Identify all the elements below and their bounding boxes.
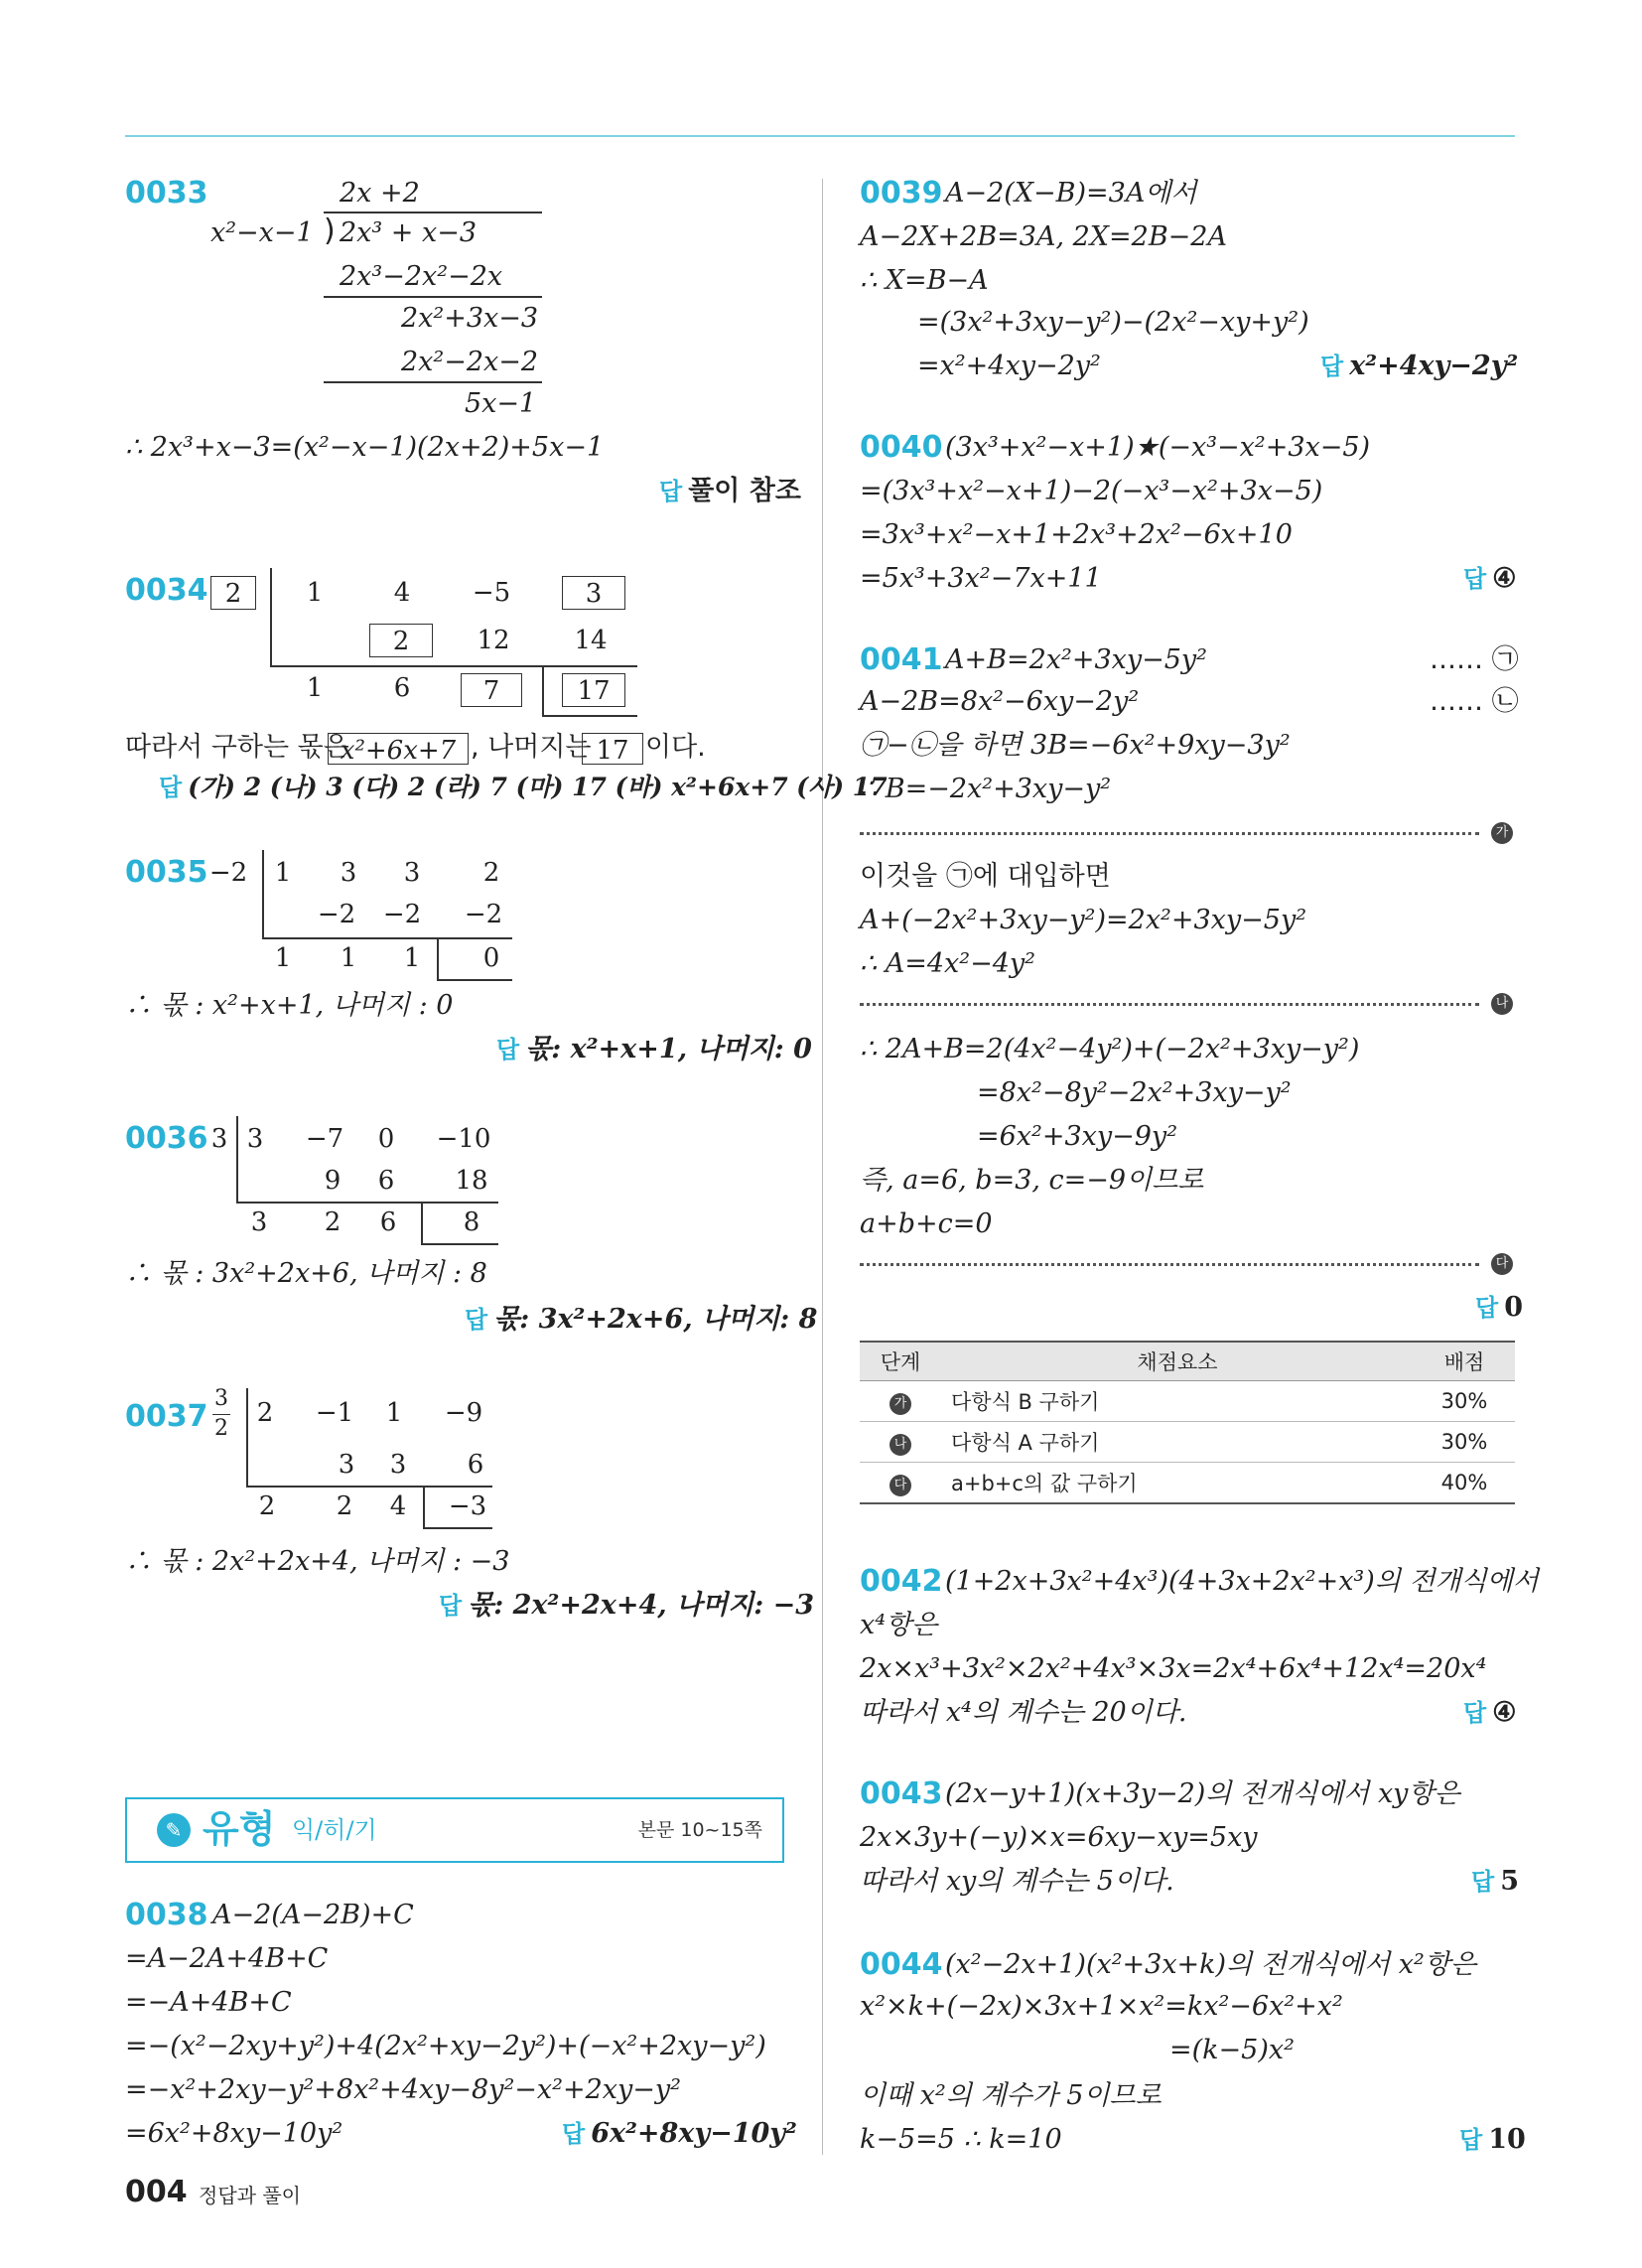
coef: 3 <box>403 858 421 888</box>
step-marker: 가 <box>889 1393 911 1415</box>
coef: 4 <box>393 578 411 608</box>
table-cell: 30% <box>1414 1381 1515 1422</box>
coef: 2 <box>258 1491 276 1521</box>
problem-number: 0040 <box>860 430 943 465</box>
fraction-denominator: 2 <box>214 1416 228 1441</box>
equation-line: x⁴항은 <box>860 1610 938 1640</box>
top-rule <box>125 135 1515 137</box>
equation-line: ㉠−㉡을 하면 3B=−6x²+9xy−3y² <box>860 730 1291 761</box>
answer: 답 ④ <box>1463 563 1517 594</box>
blank-box: 2 <box>210 576 256 610</box>
table-cell: a+b+c의 값 구하기 <box>941 1463 1414 1504</box>
equation-line: (2x−y+1)(x+3y−2)의 전개식에서 xy항은 <box>945 1778 1460 1809</box>
step-marker: 가 <box>1491 822 1513 844</box>
coef: 6 <box>393 673 411 703</box>
problem-number: 0043 <box>860 1776 943 1811</box>
remainder-line <box>421 1243 498 1245</box>
answer: 답 몫: x²+x+1, 나머지: 0 <box>496 1034 812 1064</box>
coef: 3 <box>389 1450 407 1480</box>
coef: 6 <box>379 1207 397 1237</box>
equation-line: ∴ B=−2x²+3xy−y² <box>860 774 1112 804</box>
equation-line: ∴ A=4x²−4y² <box>860 948 1035 979</box>
coef: 3 <box>338 1450 355 1480</box>
division-step: 2x²+3x−3 <box>401 303 539 334</box>
problem-number: 0036 <box>125 1121 208 1156</box>
synthetic-bar <box>270 568 272 665</box>
division-step: 2x³−2x²−2x <box>340 261 503 292</box>
table-cell: 다항식 A 구하기 <box>941 1422 1414 1463</box>
coef: 1 <box>306 673 324 703</box>
remainder-line <box>437 979 512 981</box>
equation-line: 따라서 xy의 계수는 5이다. <box>860 1866 1174 1897</box>
equation-line: 이때 x²의 계수가 5이므로 <box>860 2080 1162 2111</box>
answer: 답 10 <box>1459 2124 1526 2155</box>
equation-line: =A−2A+4B+C <box>125 1943 329 1974</box>
blank-box: 3 <box>562 576 625 610</box>
equation-line: k−5=5 ∴ k=10 <box>860 2124 1062 2155</box>
blank-box: 17 <box>582 733 643 765</box>
equation-line: =3x³+x²−x+1+2x³+2x²−6x+10 <box>860 519 1293 550</box>
coef: 1 <box>340 943 357 973</box>
equation-line: (1+2x+3x²+4x³)(4+3x+2x²+x³)의 전개식에서 <box>945 1566 1539 1597</box>
column-header: 배점 <box>1414 1342 1515 1381</box>
equation-tag: …… ㉡ <box>1430 686 1519 717</box>
conclusion: ∴ 몫 : 3x²+2x+6, 나머지 : 8 <box>125 1258 487 1289</box>
coef: 4 <box>389 1491 407 1521</box>
blank-box: 2 <box>369 624 433 657</box>
section-title-box <box>125 1797 784 1863</box>
answer: 답 (가) 2 (나) 3 (다) 2 (라) 7 (마) 17 (바) x²+6x+7 (사) 17 <box>159 773 888 801</box>
coef: −1 <box>315 1398 354 1428</box>
blank-box: x²+6x+7 <box>328 733 469 765</box>
equation-line: =(3x³+x²−x+1)−2(−x³−x²+3x−5) <box>860 476 1323 506</box>
table-row <box>860 1463 1515 1504</box>
equation-line: =8x²−8y²−2x²+3xy−y² <box>977 1077 1292 1108</box>
remainder-bar <box>542 665 544 715</box>
equation-line: A−2(X−B)=3A에서 <box>945 178 1197 209</box>
equation-line: A+(−2x²+3xy−y²)=2x²+3xy−5y² <box>860 905 1307 935</box>
page-label: 정답과 풀이 <box>199 2184 301 2207</box>
problem-number: 0042 <box>860 1564 943 1599</box>
table-cell: 30% <box>1414 1422 1515 1463</box>
coef: −9 <box>444 1398 483 1428</box>
equation-line: ∴ X=B−A <box>860 265 989 296</box>
problem-number: 0037 <box>125 1399 208 1434</box>
step-marker: 나 <box>889 1434 911 1456</box>
table-header <box>860 1342 1515 1381</box>
step-divider <box>860 1263 1479 1266</box>
coef: −5 <box>472 578 511 608</box>
division-step: 2x²−2x−2 <box>401 347 539 377</box>
problem-number: 0035 <box>125 855 208 890</box>
coef: 3 <box>340 858 357 888</box>
coef: 2 <box>324 1207 342 1237</box>
equation-line: =(3x²+3xy−y²)−(2x²−xy+y²) <box>917 307 1309 338</box>
answer: 답 x²+4xy−2y² <box>1320 351 1519 381</box>
problem-number: 0034 <box>125 573 208 608</box>
problem-number: 0041 <box>860 642 943 677</box>
blank-box: 7 <box>461 673 522 707</box>
synthetic-line <box>246 1486 492 1488</box>
answer: 답 몫: 2x²+2x+4, 나머지: −3 <box>439 1590 815 1621</box>
conclusion: ∴ 2x³+x−3=(x²−x−1)(2x+2)+5x−1 <box>125 432 605 463</box>
step-marker: 다 <box>1491 1253 1513 1275</box>
problem-number: 0033 <box>125 176 208 211</box>
coef: −3 <box>448 1491 487 1521</box>
coef: 0 <box>482 943 500 973</box>
synthetic-line <box>270 665 637 667</box>
equation-line: =6x²+3xy−9y² <box>977 1121 1178 1152</box>
conclusion: ∴ 몫 : x²+x+1, 나머지 : 0 <box>125 990 454 1021</box>
equation-line: A−2B=8x²−6xy−2y² <box>860 686 1140 717</box>
answer: 답 몫: 3x²+2x+6, 나머지: 8 <box>465 1304 818 1335</box>
equation-line: =−x²+2xy−y²+8x²+4xy−8y²−x²+2xy−y² <box>125 2074 681 2105</box>
coef: −10 <box>436 1124 491 1154</box>
step-divider <box>860 832 1479 835</box>
synthetic-line <box>236 1202 498 1204</box>
step-marker: 다 <box>889 1475 911 1496</box>
equation-line: A−2X+2B=3A, 2X=2B−2A <box>860 221 1227 252</box>
pencil-icon: ✎ <box>157 1813 191 1847</box>
coef: −2 <box>464 900 503 929</box>
coef: 6 <box>467 1450 484 1480</box>
equation-line: A−2(A−2B)+C <box>212 1900 414 1930</box>
answer: 답 ④ <box>1463 1697 1517 1728</box>
equation-line: 2x×x³+3x²×2x²+4x³×3x=2x⁴+6x⁴+12x⁴=20x⁴ <box>860 1653 1487 1684</box>
table-row <box>860 1422 1515 1463</box>
conclusion: ∴ 몫 : 2x²+2x+4, 나머지 : −3 <box>125 1546 510 1577</box>
column-header: 채점요소 <box>941 1342 1414 1381</box>
division-bracket: ) <box>324 213 336 248</box>
table-cell: 40% <box>1414 1463 1515 1504</box>
equation-line: =−(x²−2xy+y²)+4(2x²+xy−2y²)+(−x²+2xy−y²) <box>125 2031 766 2061</box>
division-line <box>324 381 542 383</box>
equation-line: 즉, a=6, b=3, c=−9이므로 <box>860 1165 1204 1196</box>
table-row <box>860 1381 1515 1422</box>
coef: 12 <box>477 626 510 655</box>
section-title: 유형 <box>203 1807 276 1851</box>
coef: 3 <box>250 1207 268 1237</box>
equation-line: A+B=2x²+3xy−5y² <box>945 644 1207 675</box>
divisor: x²−x−1 <box>210 217 314 248</box>
equation-line: =x²+4xy−2y² <box>917 351 1101 381</box>
step-divider <box>860 1003 1479 1006</box>
text: 따라서 구하는 몫은 <box>125 732 349 763</box>
blank-box: 17 <box>562 673 625 707</box>
divisor-root: 3 <box>210 1124 228 1154</box>
coef: 18 <box>455 1166 488 1196</box>
equation-line: x²×k+(−2x)×3x+1×x²=kx²−6x²+x² <box>860 1991 1343 2022</box>
equation-line: (x²−2x+1)(x²+3x+k)의 전개식에서 x²항은 <box>945 1949 1476 1980</box>
equation-line: (3x³+x²−x+1)★(−x³−x²+3x−5) <box>945 432 1371 463</box>
equation-line: =5x³+3x²−7x+11 <box>860 563 1102 594</box>
remainder-line <box>423 1527 492 1529</box>
text: 이다. <box>645 732 706 763</box>
coef: 3 <box>246 1124 264 1154</box>
equation-line: =6x²+8xy−10y² <box>125 2118 343 2149</box>
coef: 0 <box>377 1124 395 1154</box>
coef: 2 <box>482 858 500 888</box>
step-marker: 나 <box>1491 993 1513 1015</box>
answer: 답 5 <box>1471 1866 1519 1897</box>
equation-line: ∴ 2A+B=2(4x²−4y²)+(−2x²+3xy−y²) <box>860 1034 1360 1064</box>
coef: −2 <box>317 900 356 929</box>
coef: 1 <box>403 943 421 973</box>
equation-line: 따라서 x⁴의 계수는 20이다. <box>860 1697 1187 1728</box>
page-number: 004 <box>125 2175 188 2209</box>
problem-number: 0039 <box>860 176 943 211</box>
division-bar <box>324 212 542 213</box>
scoring-table <box>860 1341 1515 1504</box>
coef: 2 <box>256 1398 274 1428</box>
coef: 9 <box>324 1166 342 1196</box>
coef: −2 <box>382 900 422 929</box>
equation-line: =−A+4B+C <box>125 1987 292 2018</box>
equation-line: 2x×3y+(−y)×x=6xy−xy=5xy <box>860 1822 1258 1853</box>
answer: 답 풀이 참조 <box>659 476 801 506</box>
column-divider <box>822 179 823 2155</box>
equation-tag: …… ㉠ <box>1430 644 1519 675</box>
coef: 1 <box>385 1398 403 1428</box>
answer: 답 0 <box>1475 1292 1523 1323</box>
problem-number: 0044 <box>860 1947 943 1982</box>
coef: 14 <box>574 626 608 655</box>
equation-line: 이것을 ㉠에 대입하면 <box>860 861 1111 892</box>
fraction-bar <box>212 1414 230 1415</box>
equation-line: =(k−5)x² <box>1169 2035 1295 2065</box>
section-ref: 본문 10~15쪽 <box>637 1819 762 1841</box>
fraction-numerator: 3 <box>214 1386 228 1411</box>
section-subtitle: 익/히/기 <box>292 1816 377 1844</box>
dividend: 2x³ + x−3 <box>340 217 478 248</box>
coef: 6 <box>377 1166 395 1196</box>
table-cell: 다항식 B 구하기 <box>941 1381 1414 1422</box>
answer: 답 6x²+8xy−10y² <box>562 2118 797 2149</box>
remainder-line <box>542 715 637 717</box>
text: , 나머지는 <box>471 732 592 763</box>
coef: 1 <box>274 943 292 973</box>
divisor-root: −2 <box>208 858 248 888</box>
coef: 8 <box>463 1207 480 1237</box>
coef: 1 <box>306 578 324 608</box>
equation-line: a+b+c=0 <box>860 1208 993 1239</box>
coef: 2 <box>336 1491 353 1521</box>
synthetic-line <box>262 937 512 939</box>
quotient: 2x +2 <box>340 178 420 209</box>
column-header: 단계 <box>860 1342 941 1381</box>
division-line <box>324 296 542 298</box>
coef: 1 <box>274 858 292 888</box>
problem-number: 0038 <box>125 1898 208 1932</box>
remainder: 5x−1 <box>465 388 537 419</box>
coef: −7 <box>305 1124 344 1154</box>
